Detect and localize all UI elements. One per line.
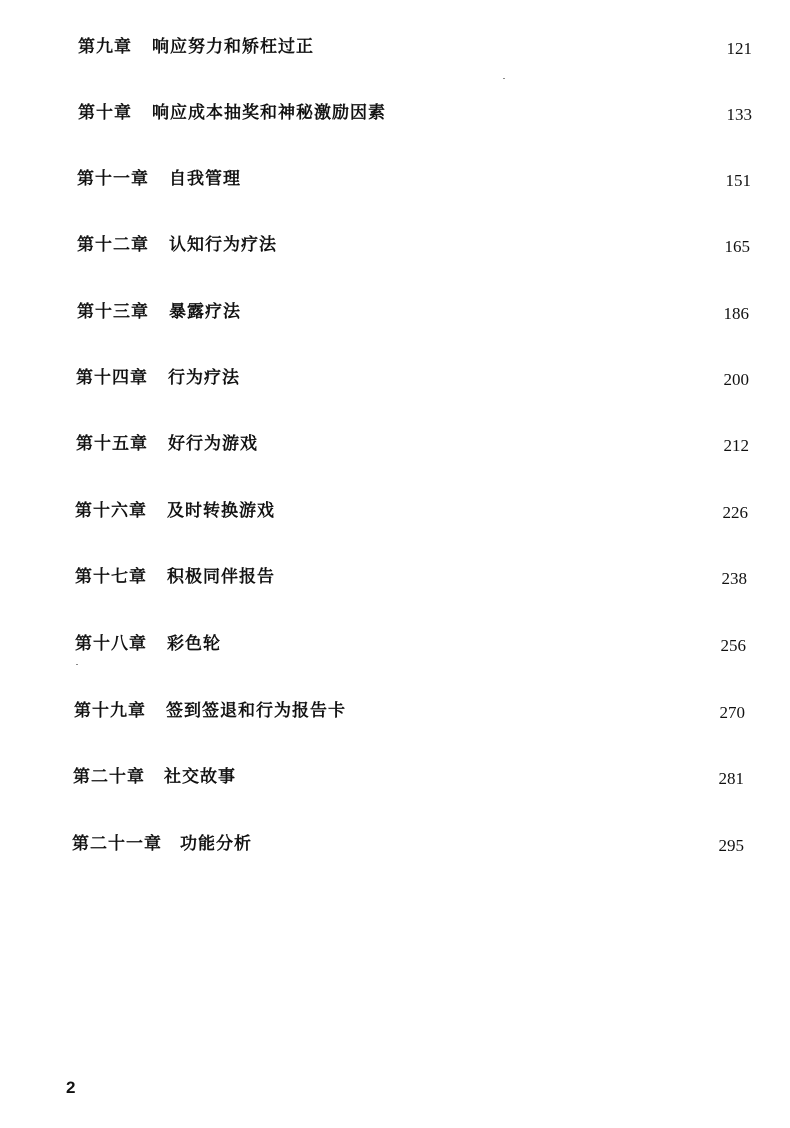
chapter-number: 第十四章 <box>76 368 148 388</box>
chapter-page: 165 <box>724 237 750 256</box>
chapter-page: 226 <box>722 503 748 522</box>
chapter-page: 133 <box>726 105 752 124</box>
chapter-number: 第十五章 <box>76 434 148 454</box>
toc-entry[interactable] <box>73 762 753 792</box>
chapter-number: 第十二章 <box>77 235 149 255</box>
chapter-page: 295 <box>718 836 744 855</box>
chapter-title: 自我管理 <box>169 169 241 189</box>
chapter-title: 社交故事 <box>164 767 236 787</box>
toc-entry[interactable] <box>76 363 756 393</box>
chapter-page: 200 <box>723 370 749 389</box>
chapter-title: 响应努力和矫枉过正 <box>152 37 314 57</box>
chapter-title: 功能分析 <box>180 834 252 854</box>
toc-entry[interactable] <box>76 429 756 459</box>
chapter-number: 第二十一章 <box>72 834 162 854</box>
chapter-title: 暴露疗法 <box>169 302 241 322</box>
chapter-number: 第十七章 <box>75 567 147 587</box>
chapter-page: 256 <box>720 636 746 655</box>
chapter-title: 认知行为疗法 <box>169 235 277 255</box>
chapter-title: 行为疗法 <box>168 368 240 388</box>
toc-entry[interactable] <box>75 496 755 526</box>
chapter-number: 第十一章 <box>77 169 149 189</box>
chapter-number: 第十九章 <box>74 701 146 721</box>
chapter-title: 积极同伴报告 <box>167 567 275 587</box>
chapter-title: 彩色轮 <box>167 634 221 654</box>
scan-speck <box>76 664 78 665</box>
chapter-title: 响应成本抽奖和神秘激励因素 <box>152 103 386 123</box>
toc-entry[interactable] <box>75 562 755 592</box>
chapter-title: 及时转换游戏 <box>167 501 275 521</box>
toc-entry[interactable] <box>77 164 757 194</box>
page-number: 2 <box>66 1078 76 1097</box>
chapter-page: 121 <box>726 39 752 58</box>
chapter-page: 151 <box>725 171 751 190</box>
chapter-number: 第九章 <box>78 37 132 57</box>
toc-entry[interactable] <box>78 32 758 62</box>
chapter-page: 186 <box>723 304 749 323</box>
toc-entry[interactable] <box>74 696 754 726</box>
chapter-number: 第二十章 <box>73 767 145 787</box>
toc-entry[interactable] <box>75 629 755 659</box>
toc-entry[interactable] <box>77 230 757 260</box>
chapter-number: 第十三章 <box>77 302 149 322</box>
chapter-title: 好行为游戏 <box>168 434 258 454</box>
chapter-title: 签到签退和行为报告卡 <box>166 701 346 721</box>
toc-entry[interactable] <box>78 98 758 128</box>
chapter-page: 270 <box>719 703 745 722</box>
chapter-number: 第十八章 <box>75 634 147 654</box>
toc-entry[interactable] <box>77 297 757 327</box>
chapter-page: 281 <box>718 769 744 788</box>
chapter-page: 238 <box>721 569 747 588</box>
chapter-number: 第十六章 <box>75 501 147 521</box>
scan-speck <box>503 78 505 79</box>
chapter-number: 第十章 <box>78 103 132 123</box>
chapter-page: 212 <box>723 436 749 455</box>
toc-entry[interactable] <box>72 829 752 859</box>
